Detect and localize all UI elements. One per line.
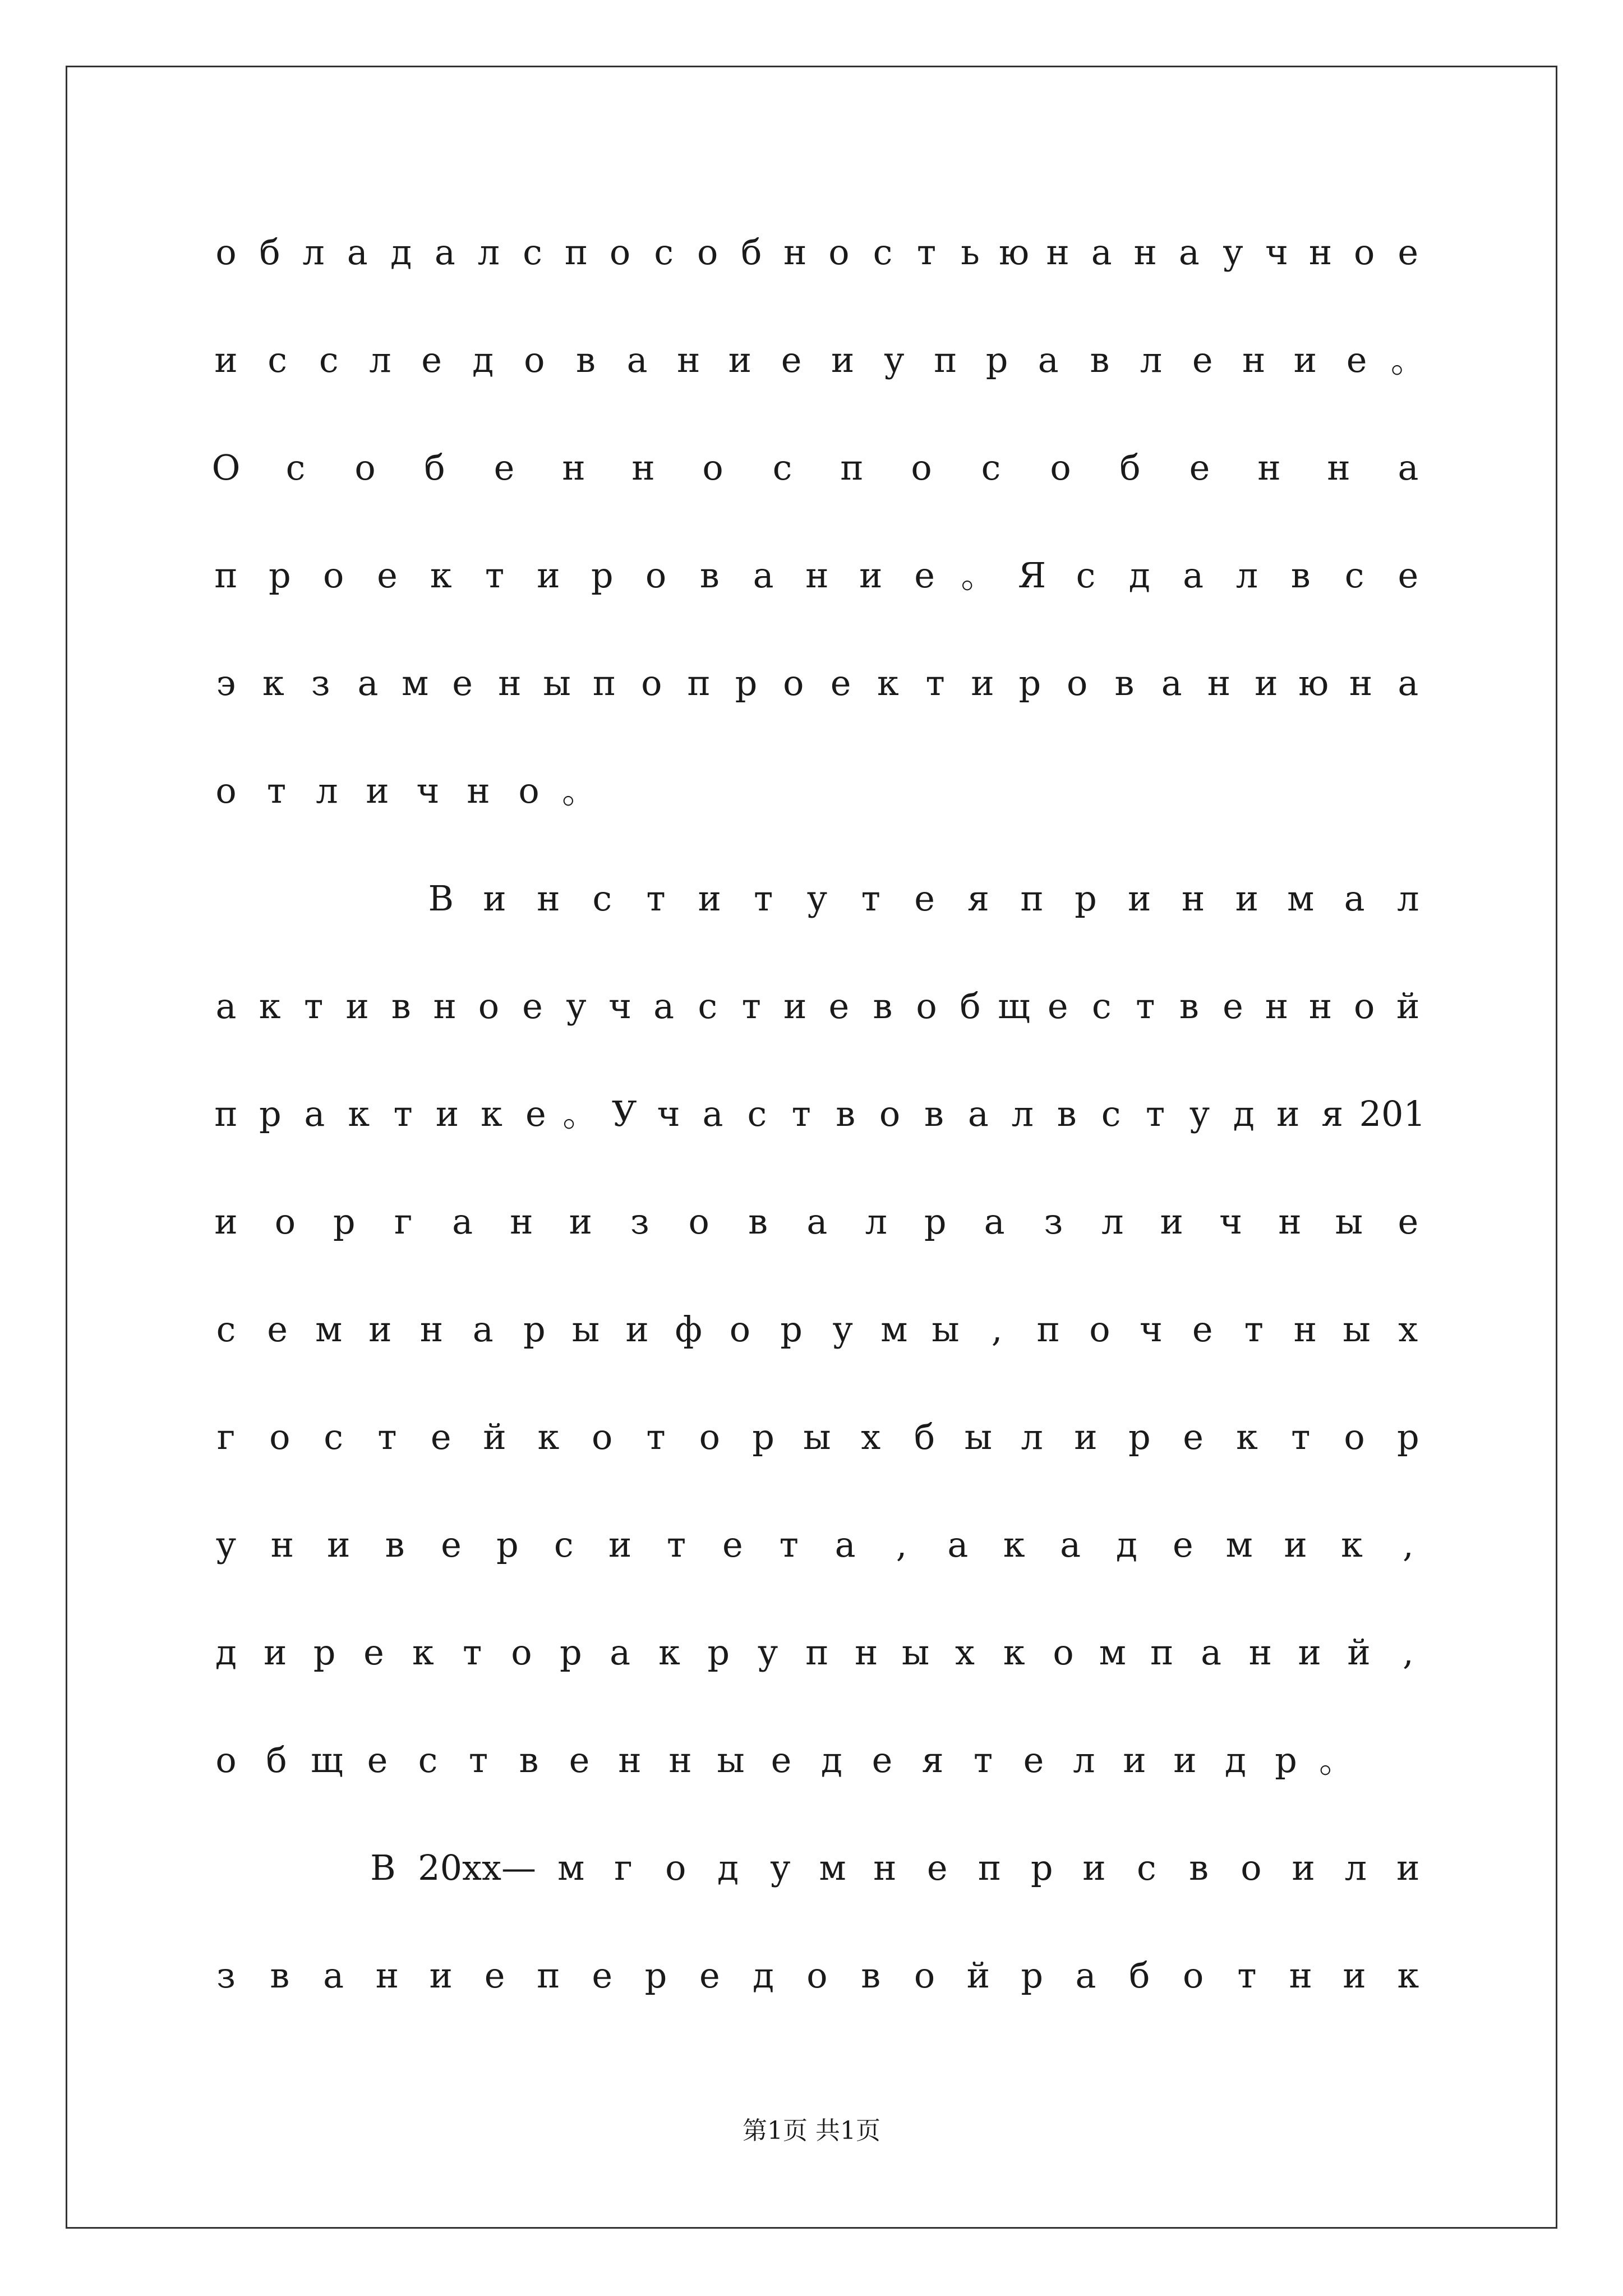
text-line: о б л а д а л с п о с о б н о с т ь ю н а н а у ч н о е [215,232,1419,273]
text-line: у н и в е р с и т е т а , а к а д е м и к , [215,1524,1414,1565]
text-line: о т л и ч н о 。 [215,770,597,811]
text-line: э к з а м е н ы п о п р о е к т и р о в а н и ю н а [216,662,1419,703]
document-body [209,224,1426,2055]
text-line: а к т и в н о е у ч а с т и е в о б щ е с т в е н н о й [215,986,1420,1027]
text-line: г о с т е й к о т о р ы х б ы л и р е к т о р [216,1416,1419,1457]
page-footer: 第1页 共1页 [743,2116,880,2145]
text-line: и с с л е д о в а н и е и у п р а в л е н и е 。 [214,339,1426,380]
text-line: п р а к т и к е 。 У ч а с т в о в а л в с т у д и я 201 [214,1093,1426,1134]
text-line: о б щ е с т в е н н ы е д е я т е л и и д р 。 [215,1740,1354,1780]
text-line: с е м и н а р ы и ф о р у м ы , п о ч е т н ы х [216,1309,1418,1350]
text-line: В и н с т и т у т е я п р и н и м а л [428,878,1419,919]
text-line: п р о е к т и р о в а н и е 。 Я с д а л в с е [214,555,1419,596]
text-line: з в а н и е п е р е д о в о й р а б о т н и к [216,1955,1419,1996]
text-line: В 20xx— м г о д у м н е п р и с в о и л и [370,1847,1420,1888]
text-line: д и р е к т о р а к р у п н ы х к о м п а н и й , [215,1632,1414,1673]
text-line: и о р г а н и з о в а л р а з л и ч н ы е [214,1201,1419,1242]
text-line: О с о б е н н о с п о с о б е н н а [211,447,1419,488]
